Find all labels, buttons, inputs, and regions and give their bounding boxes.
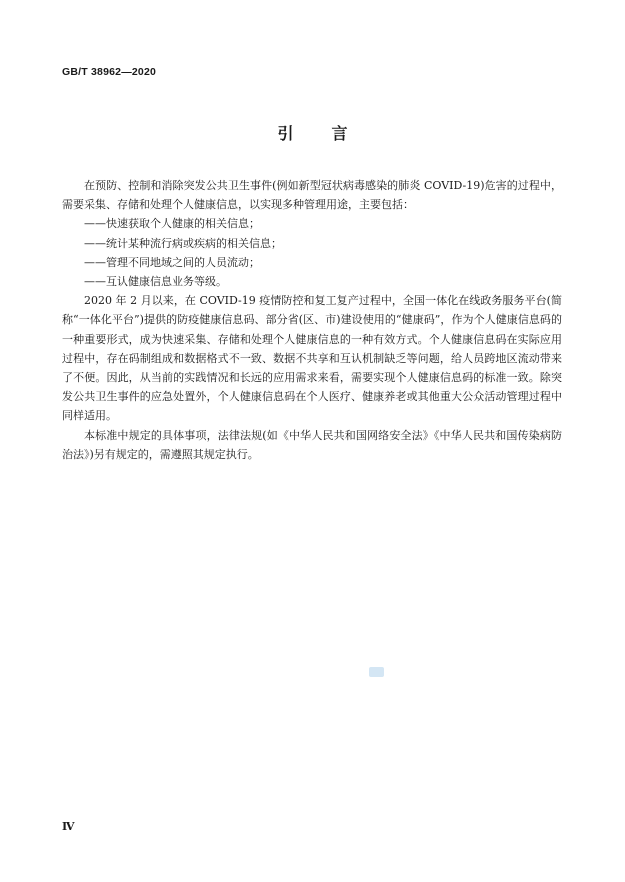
document-body xyxy=(62,176,562,464)
page-number: Ⅳ xyxy=(62,820,75,833)
list-item: ——快速获取个人健康的相关信息； xyxy=(84,217,260,231)
list-item: ——互认健康信息业务等级。 xyxy=(84,275,227,289)
list-item: ——管理不同地域之间的人员流动； xyxy=(84,255,260,269)
paragraph-background: 2020 年 2 月以来，在 COVID-19 疫情防控和复工复产过程中，全国一体化在线政务服务平台(简称“一体化平台”)提供的防疫健康信息码、部分省(区、市)建设使用的“健康码”，作为个人健康信息码的一种重要形式，成为快速采集、存储和处理个人健康信息的一种有效方式。个人健康信息码在实际应用过程中，存在码制组成和数据格式不一致、数据不共享和互认机制缺乏等问题，给人员跨地区流动带来了不便。因此，从当前的实践情况和长远的应用需求来看，需要实现个人健康信息码的标准一致。除突发公共卫生事件的应急处置外，个人健康信息码在个人医疗、健康养老或其他重大公众活动管理过程中同样适用。 xyxy=(62,294,562,423)
paragraph-legal-note: 本标准中规定的具体事项，法律法规(如《中华人民共和国网络安全法》《中华人民共和国传染病防治法》)另有规定的，需遵照其规定执行。 xyxy=(62,428,562,461)
list-item: ——统计某种流行病或疾病的相关信息； xyxy=(84,236,282,250)
standard-number: GB/T 38962—2020 xyxy=(62,66,157,78)
paragraph-intro: 在预防、控制和消除突发公共卫生事件(例如新型冠状病毒感染的肺炎 COVID-19)危害的过程中，需要采集、存储和处理个人健康信息，以实现多种管理用途，主要包括： xyxy=(62,179,562,212)
section-title: 引言 xyxy=(277,124,386,143)
watermark-mark xyxy=(369,667,384,677)
